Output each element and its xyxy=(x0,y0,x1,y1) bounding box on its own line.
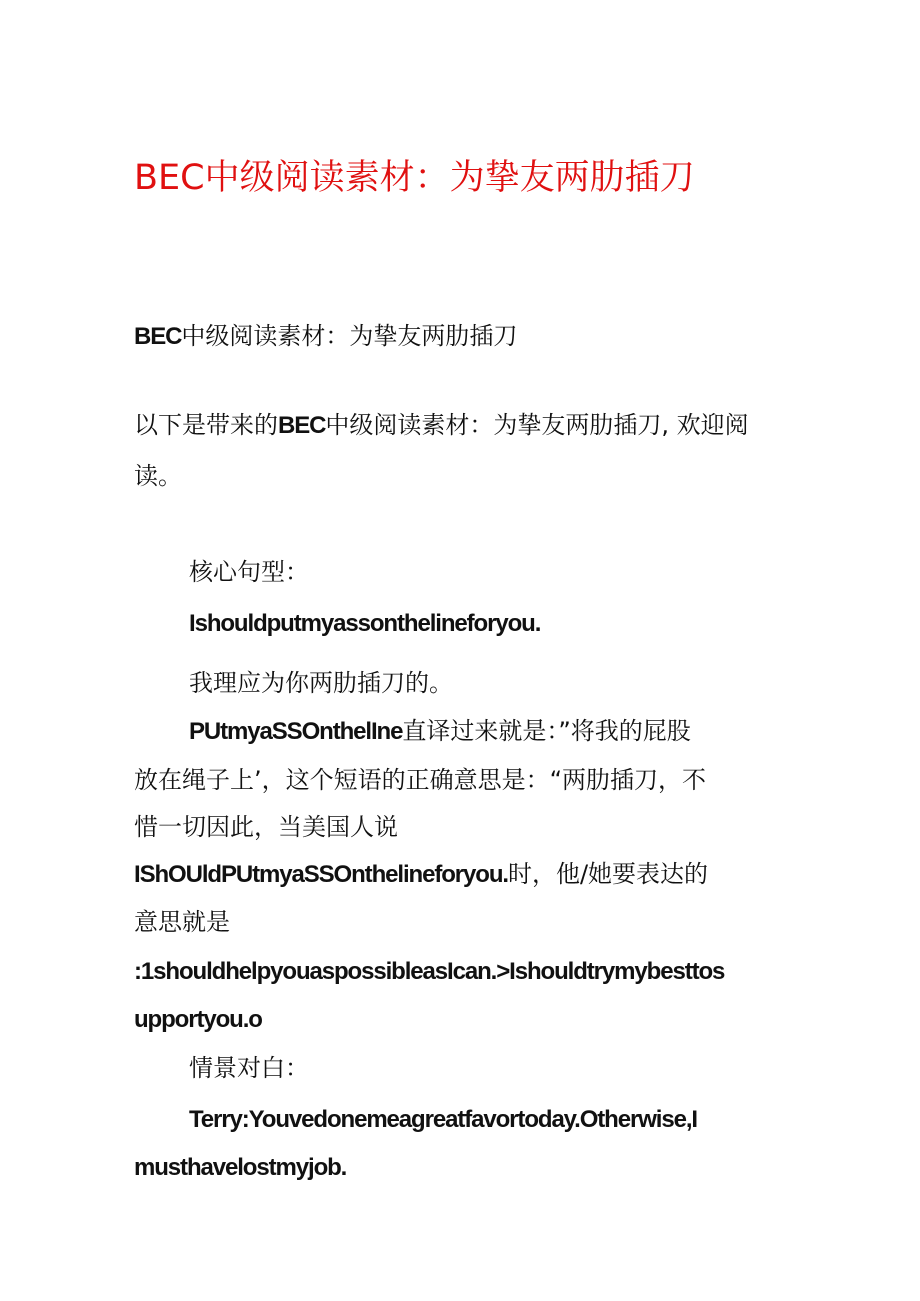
subtitle-line xyxy=(134,322,517,352)
intro-line-2: 读。 xyxy=(134,462,182,490)
explain-text-zh: 直译过来就是：”将我的屁股 xyxy=(402,717,691,745)
explain-line-2: 放在绳子上’，这个短语的正确意思是：“两肋插刀，不 xyxy=(134,766,707,794)
dialog-label: 情景对白： xyxy=(189,1054,309,1082)
subtitle-text: 中级阅读素材：为挚友两肋插刀 xyxy=(181,322,518,350)
core-sentence-en: Ishouldputmyassonthelineforyou. xyxy=(189,610,541,637)
explain-line-7: upportyou.o xyxy=(134,1006,262,1033)
explain-quote-zh: 时，他/她要表达的 xyxy=(507,860,709,888)
intro-text-b: 中级阅读素材：为挚友两肋插刀, 欢迎阅 xyxy=(325,411,749,439)
intro-text-a: 以下是带来的 xyxy=(134,411,278,439)
intro-line-1 xyxy=(134,411,749,441)
explain-line-5: 意思就是 xyxy=(134,908,230,936)
explain-line-4 xyxy=(134,860,708,890)
explain-phrase-en: PUtmyaSSOnthelIne xyxy=(189,718,403,745)
dialog-line-2: musthavelostmyjob. xyxy=(134,1154,347,1181)
explain-line-6: :1shouldhelpyouaspossibleasIcan.>Ishouldtrymybesttos xyxy=(134,958,725,985)
explain-quote-en: IShOUldPUtmyaSSOnthelineforyou. xyxy=(134,861,508,888)
dialog-line-1: Terry:Youvedonemeagreatfavortoday.Otherwise,I xyxy=(189,1106,697,1133)
explain-line-1 xyxy=(189,717,691,747)
subtitle-prefix: BEC xyxy=(134,323,182,350)
document-title: BEC中级阅读素材：为挚友两肋插刀 xyxy=(134,158,695,198)
intro-text-en: BEC xyxy=(278,412,326,439)
core-sentence-zh: 我理应为你两肋插刀的。 xyxy=(189,669,453,697)
core-label: 核心句型： xyxy=(189,558,309,586)
explain-line-3: 惜一切因此，当美国人说 xyxy=(134,813,398,841)
